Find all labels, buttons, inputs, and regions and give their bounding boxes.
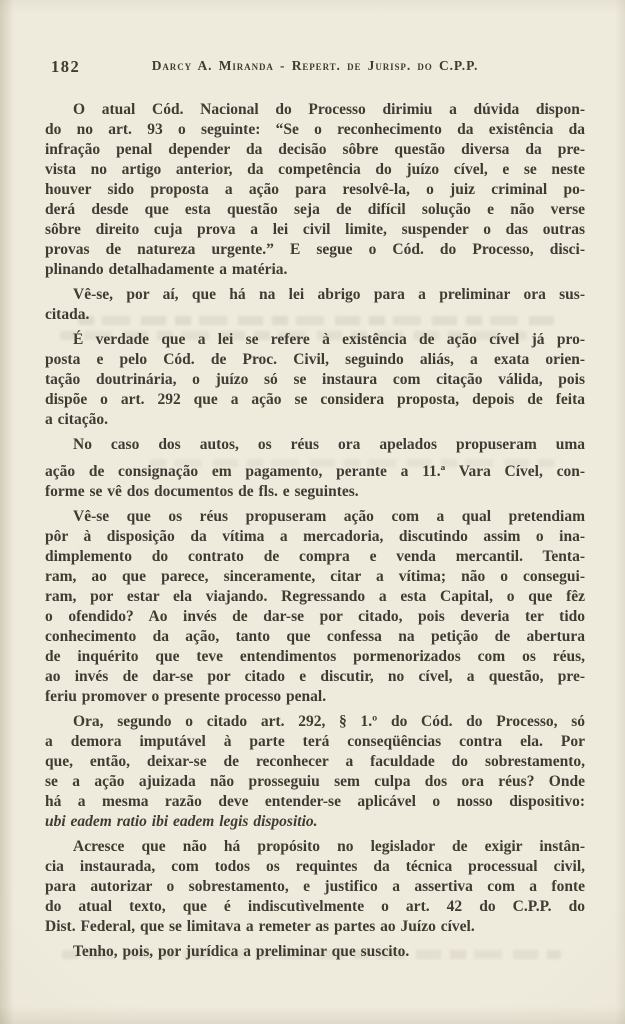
- text-line: para autorizar o sobrestamento, e justifico a assertiva com a fonte: [45, 878, 585, 895]
- text-line: O atual Cód. Nacional do Processo dirimiu a dúvida dispon-: [73, 101, 585, 118]
- text-line: citada.: [45, 306, 90, 323]
- paragraph: [45, 507, 585, 707]
- paragraph: [45, 942, 585, 962]
- text-line: Vê-se que os réus propuseram ação com a qual pretendiam: [73, 508, 585, 525]
- text-line: conhecimento da ação, tanto que confessa na petição de abertura: [45, 628, 585, 645]
- paragraph: [45, 100, 585, 280]
- text-line: plinando detalhadamente a matéria.: [45, 261, 288, 278]
- text-line: do no art. 93 o seguinte: “Se o reconhecimento da existência da: [45, 121, 585, 138]
- text-line: Acresce que não há propósito no legislador de exigir instân-: [73, 838, 585, 855]
- text-line: É verdade que a lei se refere à existência de ação cível já pro-: [73, 331, 585, 348]
- running-title: Darcy A. Miranda - Repert. de Jurisp. do C.P.P.: [151, 58, 479, 73]
- text-line: a citação.: [45, 411, 108, 428]
- text-line: houver sido proposta a ação para resolvê-la, o juiz criminal po-: [45, 181, 585, 198]
- text-line: se a ação ajuizada não prosseguiu sem culpa dos ora réus? Onde: [45, 773, 585, 790]
- text-line: ao invés de dar-se por citado e discutir, no cível, a questão, pre-: [45, 668, 585, 685]
- text-line: Vê-se, por aí, que há na lei abrigo para a preliminar ora sus-: [73, 286, 585, 303]
- text-line: ram, ao que parece, sinceramente, citar a vítima; não o consegui-: [45, 568, 585, 585]
- paragraph: [45, 285, 585, 325]
- text-line: No caso dos autos, os réus ora apelados propuseram uma: [73, 436, 585, 453]
- text-line: provas de natureza urgente.” E segue o Cód. do Processo, disci-: [45, 241, 585, 258]
- text-line: infração penal depender da decisão sôbre questão diversa da pre-: [45, 141, 585, 158]
- text-line: sôbre direito cuja prova a lei civil limite, suspender o das outras: [45, 221, 585, 238]
- text-line: derá desde que esta questão seja de difícil solução e não verse: [45, 201, 585, 218]
- text-line: vista no artigo anterior, da competência do juízo cível, e se neste: [45, 161, 585, 178]
- paragraph: [45, 330, 585, 430]
- text-line: dispõe o art. 292 que a ação se considera proposta, depois de feita: [45, 391, 585, 408]
- text-line: tação doutrinária, o juízo só se instaura com citação válida, pois: [45, 371, 585, 388]
- text-line: o ofendido? Ao invés de dar-se por citado, pois deveria ter tido: [45, 608, 585, 625]
- paragraph: [45, 837, 585, 937]
- paragraph: [45, 712, 585, 832]
- text-line: que, então, deixar-se de reconhecer a faculdade do sobrestamento,: [45, 753, 585, 770]
- page-number: 182: [51, 57, 81, 76]
- text-line: há a mesma razão deve entender-se aplicável o nosso dispositivo:: [45, 793, 585, 810]
- text-line: dimplemento do contrato de compra e venda mercantil. Tenta-: [45, 548, 585, 565]
- text-line: cia instaurada, com todos os requintes da técnica processual civil,: [45, 858, 585, 875]
- text-line: Ora, segundo o citado art. 292, § 1.º do Cód. do Processo, só: [73, 713, 585, 730]
- paragraph: [45, 435, 585, 502]
- text-line: ram, por estar ela viajando. Regressando a esta Capital, o que fêz: [45, 588, 585, 605]
- text-line: a demora imputável à parte terá conseqüências contra ela. Por: [45, 733, 585, 750]
- text-block: [45, 100, 585, 962]
- page-header: [45, 56, 585, 78]
- text-line: ação de consignação em pagamento, perante a 11.ª Vara Cível, con-: [45, 463, 585, 480]
- text-line: pôr à disposição da vítima a mercadoria, discutindo assim o ina-: [45, 528, 585, 545]
- text-line: posta e pelo Cód. de Proc. Civil, seguindo aliás, a exata orien-: [45, 351, 585, 368]
- text-line: de inquérito que teve entendimentos pormenorizados com os réus,: [45, 648, 585, 665]
- text-line: Tenho, pois, por jurídica a preliminar que suscito.: [73, 943, 410, 960]
- text-line: ubi eadem ratio ibi eadem legis dispositio.: [45, 813, 318, 830]
- text-line: forme se vê dos documentos de fls. e seguintes.: [45, 483, 359, 500]
- text-line: do atual texto, que é indiscutìvelmente o art. 42 do C.P.P. do: [45, 898, 585, 915]
- text-line: feriu promover o presente processo penal.: [45, 688, 327, 705]
- text-line: Dist. Federal, que se limitava a remeter as partes ao Juízo cível.: [45, 918, 475, 935]
